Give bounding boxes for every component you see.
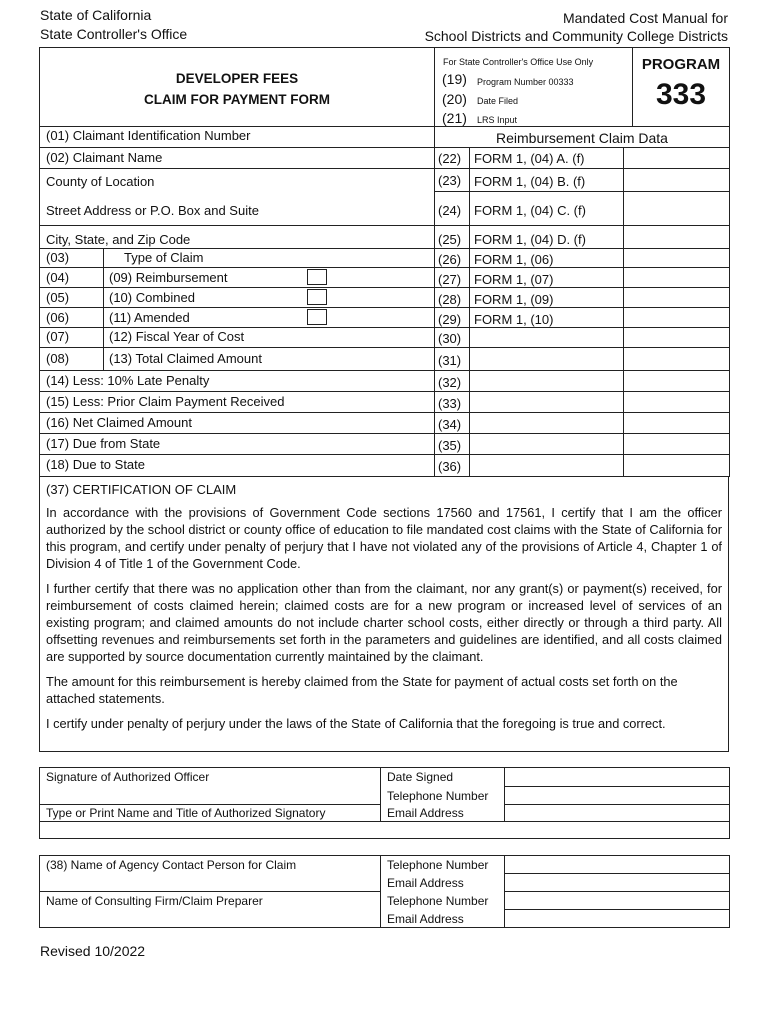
reimbursement-label: (09) Reimbursement <box>109 270 228 285</box>
manual-subtitle: School Districts and Community College Districts <box>424 28 728 44</box>
type-of-claim-label: Type of Claim <box>124 250 204 265</box>
program-number: 333 <box>655 78 707 111</box>
row-04-num: (04) <box>46 270 70 285</box>
field-19-label: Program Number 00333 <box>477 77 574 87</box>
county-label[interactable]: County of Location <box>46 174 155 189</box>
late-penalty-label[interactable]: (14) Less: 10% Late Penalty <box>46 373 210 388</box>
form-title <box>40 68 434 110</box>
firm-phone-label: Telephone Number <box>387 894 489 908</box>
certification-paragraph-2: I further certify that there was no application other than from the claimant, nor any grant(s) or payment(s) received, for reimbursement of costs claimed herein; claimed costs are for a new program or increased level of services of an existing program; and claimed amounts do not include charter school costs, either directly or through a third party. All offsetting revenues and reimbursements set forth in the parameters and guidelines are identified, and all costs claimed are supported by source documentation currently maintained by the claimant. <box>46 581 722 664</box>
field-22-label[interactable]: FORM 1, (04) A. (f) <box>474 151 585 166</box>
field-31-num: (31) <box>438 353 462 368</box>
field-35-num: (35) <box>438 438 462 453</box>
field-21-label: LRS Input <box>477 115 518 125</box>
signer-name-title-label[interactable]: Type or Print Name and Title of Authorized Signatory <box>46 806 326 820</box>
field-27-num: (27) <box>438 272 462 287</box>
signer-email-label: Email Address <box>387 806 464 820</box>
field-24-num: (24) <box>438 203 462 218</box>
contact-email-label: Email Address <box>387 876 464 890</box>
row-08-num: (08) <box>46 351 70 366</box>
prior-payment-label[interactable]: (15) Less: Prior Claim Payment Received <box>46 394 285 409</box>
amended-label: (11) Amended <box>109 310 190 325</box>
field-20-label: Date Filed <box>477 96 519 106</box>
combined-checkbox[interactable] <box>307 289 327 305</box>
contact-phone-label: Telephone Number <box>387 858 489 872</box>
due-to-state-label[interactable]: (18) Due to State <box>46 457 145 472</box>
claimant-name-label[interactable]: (02) Claimant Name <box>46 150 163 165</box>
amended-checkbox[interactable] <box>307 309 327 325</box>
office-label: State Controller's Office <box>40 26 188 42</box>
street-label[interactable]: Street Address or P.O. Box and Suite <box>46 203 259 218</box>
field-23-num: (23) <box>438 173 462 188</box>
program-label: PROGRAM <box>641 56 721 73</box>
row-03-num: (03) <box>46 250 70 265</box>
date-signed-label: Date Signed <box>387 770 454 784</box>
row-07-num: (07) <box>46 329 70 344</box>
field-34-num: (34) <box>438 417 462 432</box>
row-06-num: (06) <box>46 310 70 325</box>
field-28-num: (28) <box>438 292 462 307</box>
claimant-id-label[interactable]: (01) Claimant Identification Number <box>46 128 251 143</box>
field-36-num: (36) <box>438 459 462 474</box>
signer-phone-label: Telephone Number <box>387 789 489 803</box>
firm-email-label: Email Address <box>387 912 464 926</box>
signature-label[interactable]: Signature of Authorized Officer <box>46 770 210 784</box>
certification-body <box>46 504 722 740</box>
field-24-label[interactable]: FORM 1, (04) C. (f) <box>474 203 586 218</box>
certification-paragraph-1: In accordance with the provisions of Government Code sections 17560 and 17561, I certify that I am the officer authorized by the school district or county office of education to file mandated cost claims with the State of California for this program, and certify under penalty of perjury that I have not violated any of the provisions of Article 4, Chapter 1 of Division 4 of Title 1 of the Government Code. <box>46 505 722 571</box>
agency-contact-label[interactable]: (38) Name of Agency Contact Person for Claim <box>46 858 297 872</box>
field-29-num: (29) <box>438 312 462 327</box>
field-33-num: (33) <box>438 396 462 411</box>
field-23-label[interactable]: FORM 1, (04) B. (f) <box>474 174 586 189</box>
field-22-num: (22) <box>438 151 462 166</box>
reimbursement-checkbox[interactable] <box>307 269 327 285</box>
form-title-line2: CLAIM FOR PAYMENT FORM <box>144 92 330 107</box>
revised-date: Revised 10/2022 <box>40 943 146 959</box>
net-claimed-label[interactable]: (16) Net Claimed Amount <box>46 415 192 430</box>
combined-label: (10) Combined <box>109 290 195 305</box>
field-29-label[interactable]: FORM 1, (10) <box>474 312 554 327</box>
fiscal-year-label[interactable]: (12) Fiscal Year of Cost <box>109 329 245 344</box>
field-20-num: (20) <box>442 91 467 107</box>
field-27-label[interactable]: FORM 1, (07) <box>474 272 554 287</box>
field-26-num: (26) <box>438 252 462 267</box>
city-label[interactable]: City, State, and Zip Code <box>46 232 191 247</box>
certification-paragraph-4: I certify under penalty of perjury under the laws of the State of California that the foregoing is true and correct. <box>46 716 666 731</box>
manual-title: Mandated Cost Manual for <box>563 10 728 26</box>
field-28-label[interactable]: FORM 1, (09) <box>474 292 554 307</box>
field-25-num: (25) <box>438 232 462 247</box>
field-32-num: (32) <box>438 375 462 390</box>
field-21-num: (21) <box>442 110 467 126</box>
row-05-num: (05) <box>46 290 70 305</box>
sco-use-heading: For State Controller's Office Use Only <box>443 57 594 67</box>
certification-paragraph-3: The amount for this reimbursement is hereby claimed from the State for payment of actual costs set forth on the attached statements. <box>46 674 678 706</box>
form-title-line1: DEVELOPER FEES <box>175 71 299 86</box>
certification-heading: (37) CERTIFICATION OF CLAIM <box>46 482 237 497</box>
total-claimed-label[interactable]: (13) Total Claimed Amount <box>109 351 262 366</box>
field-26-label[interactable]: FORM 1, (06) <box>474 252 554 267</box>
consulting-firm-label[interactable]: Name of Consulting Firm/Claim Preparer <box>46 894 263 908</box>
state-label: State of California <box>40 7 152 23</box>
reimbursement-data-heading: Reimbursement Claim Data <box>496 130 668 146</box>
field-30-num: (30) <box>438 331 462 346</box>
field-25-label[interactable]: FORM 1, (04) D. (f) <box>474 232 586 247</box>
due-from-state-label[interactable]: (17) Due from State <box>46 436 161 451</box>
field-19-num: (19) <box>442 71 467 87</box>
